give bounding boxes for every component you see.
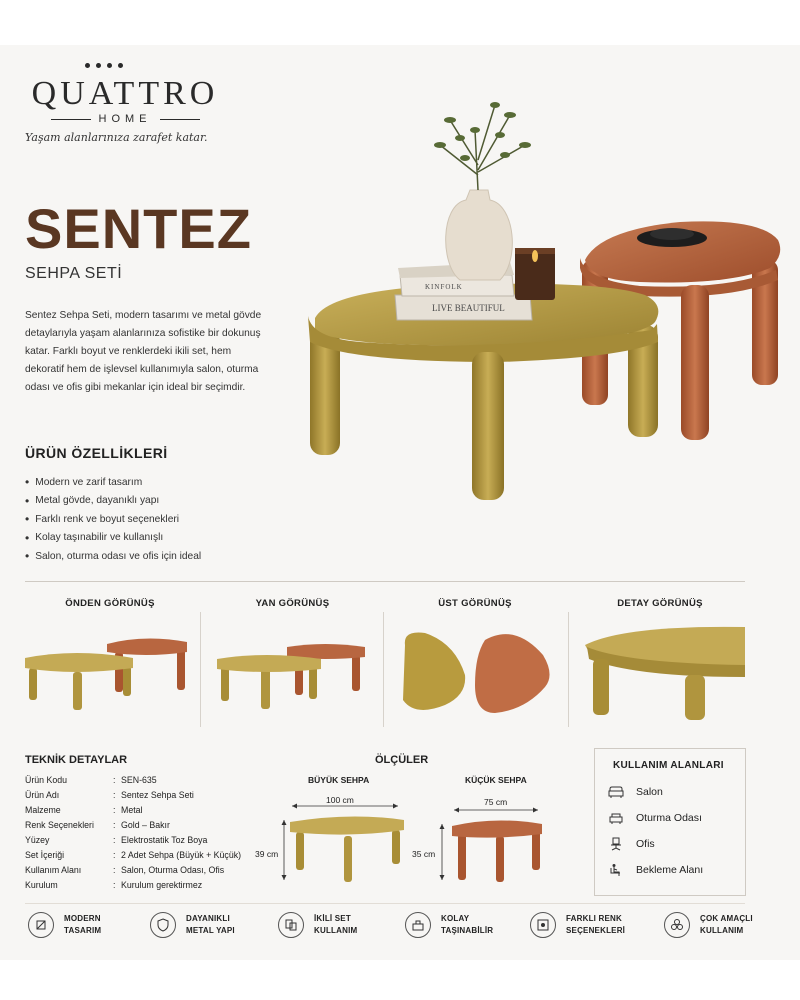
small-table-label: KÜÇÜK SEHPA [465,775,527,785]
badge-line1: ÇOK AMAÇLI [700,914,753,923]
usage-label: Salon [636,786,663,798]
usage-label: Bekleme Alanı [636,864,704,876]
view-separator [383,612,384,727]
badge-line2: SEÇENEKLERİ [566,926,626,935]
spec-key: Kurulum [25,880,58,890]
view-label-top: ÜST GÖRÜNÜŞ [438,598,512,609]
view-separator [568,612,569,727]
candle [515,248,555,300]
badge-line2: TAŞINABİLİR [441,926,494,935]
shield-icon [156,918,170,932]
badge-multi-purpose [664,912,753,938]
waiting-chair-icon [608,863,624,877]
spec-value: SEN-635 [121,775,157,785]
badge-line2: KULLANIM [314,926,358,935]
spec-row: Ürün Adı : Sentez Sehpa Seti [25,790,194,800]
dimensions-heading: ÖLÇÜLER [375,754,429,766]
badge-line1: DAYANIKLI [186,914,230,923]
spec-key: Set İçeriği [25,850,65,860]
feature-item: • Modern ve zarif tasarım [25,473,201,492]
book-spine-live-beautiful: LIVE BEAUTIFUL [432,303,505,313]
spec-row: Ürün Kodu : SEN-635 [25,775,157,785]
features-heading: ÜRÜN ÖZELLİKLERİ [25,445,168,461]
technical-heading: TEKNİK DETAYLAR [25,754,128,766]
badge-line1: FARKLI RENK [566,914,622,923]
armchair-icon [608,811,624,825]
brand-name: QUATTRO [31,75,219,112]
badge-line1: MODERN [64,914,101,923]
sofa-icon [608,785,624,799]
badge-line1: KOLAY [441,914,470,923]
detail-view-image [585,625,745,720]
badge-line1: İKİLİ SET [314,914,351,923]
top-view-image [395,625,555,720]
usage-heading: KULLANIM ALANLARI [613,760,724,771]
badge-line2: METAL YAPI [186,926,235,935]
large-table-label: BÜYÜK SEHPA [308,775,370,785]
spec-row: Yüzey : Elektrostatik Toz Boya [25,835,208,845]
spec-value: Metal [121,805,143,815]
view-separator [200,612,201,727]
spec-key: Ürün Kodu [25,775,68,785]
brand-tagline: Yaşam alanlarınıza zarafet katar. [25,131,208,144]
small-width: 75 cm [484,797,508,807]
badge-durable-metal [150,912,235,938]
front-view-image [25,630,195,710]
section-divider [25,581,745,582]
badges-divider [25,903,745,904]
feature-item: • Kolay taşınabilir ve kullanışlı [25,529,201,548]
spec-row: Kurulum : Kurulum gerektirmez [25,880,203,890]
side-view-image [215,635,370,715]
badge-easy-carry [405,912,493,938]
features-list [25,473,201,566]
spec-value: Kurulum gerektirmez [121,880,203,890]
brand-sub [25,113,225,125]
spec-value: Sentez Sehpa Seti [121,790,194,800]
double-set-icon [284,918,298,932]
feature-item: • Metal gövde, dayanıklı yapı [25,492,201,511]
usage-label: Ofis [636,838,655,850]
color-palette-icon [536,918,550,932]
dimension-drawings [270,800,560,890]
small-height: 35 cm [412,849,436,859]
logo-dots [85,63,123,68]
spec-key: Yüzey [25,835,50,845]
spec-row: Malzeme : Metal [25,805,143,815]
spec-row: Set İçeriği : 2 Adet Sehpa (Büyük + Küçük) [25,850,242,860]
usage-item [608,837,655,851]
spec-row: Kullanım Alanı : Salon, Oturma Odası, Ofis [25,865,225,875]
design-icon [34,918,48,932]
spec-row: Renk Seçenekleri : Gold – Bakır [25,820,170,830]
spec-value: Elektrostatik Toz Boya [121,835,208,845]
badge-line2: KULLANIM [700,926,744,935]
hero-product-image [300,90,800,510]
feature-item: • Salon, oturma odası ve ofis için ideal [25,547,201,566]
carry-icon [411,918,425,932]
view-label-detail: DETAY GÖRÜNÜŞ [617,598,703,609]
usage-item [608,811,702,825]
badge-double-set [278,912,357,938]
book-spine-kinfolk: KINFOLK [425,283,463,291]
usage-item [608,863,703,877]
view-label-side: YAN GÖRÜNÜŞ [255,598,330,609]
large-height: 39 cm [255,849,279,859]
view-label-front: ÖNDEN GÖRÜNÜŞ [65,598,155,609]
badge-line2: TASARIM [64,926,102,935]
product-description: Sentez Sehpa Seti, modern tasarımı ve metal gövde detaylarıyla yaşam alanlarınıza sofistike bir dokunuş katar. Farklı boyut ve renklerdeki ikili set, hem dekoratif hem de işlevsel kullanımıyla salon, oturma odası ve ofis gibi mekanlar için ideal bir seçimdir. [25,310,262,393]
spec-key: Renk Seçenekleri [25,820,94,830]
brand-sub-text: HOME [98,113,152,125]
large-width: 100 cm [326,795,354,805]
spec-key: Kullanım Alanı [25,865,82,875]
multi-purpose-icon [670,918,684,932]
badge-color-options [530,912,625,938]
spec-key: Malzeme [25,805,61,815]
spec-value: 2 Adet Sehpa (Büyük + Küçük) [121,850,242,860]
spec-key: Ürün Adı [25,790,60,800]
spec-value: Gold – Bakır [121,820,170,830]
usage-item [608,785,663,799]
badge-modern-design [28,912,101,938]
feature-item: • Farklı renk ve boyut seçenekleri [25,510,201,529]
product-title: SENTEZ [25,197,252,260]
product-subtitle: SEHPA SETİ [25,265,123,282]
office-chair-icon [608,837,624,851]
usage-label: Oturma Odası [636,812,702,824]
spec-value: Salon, Oturma Odası, Ofis [121,865,225,875]
